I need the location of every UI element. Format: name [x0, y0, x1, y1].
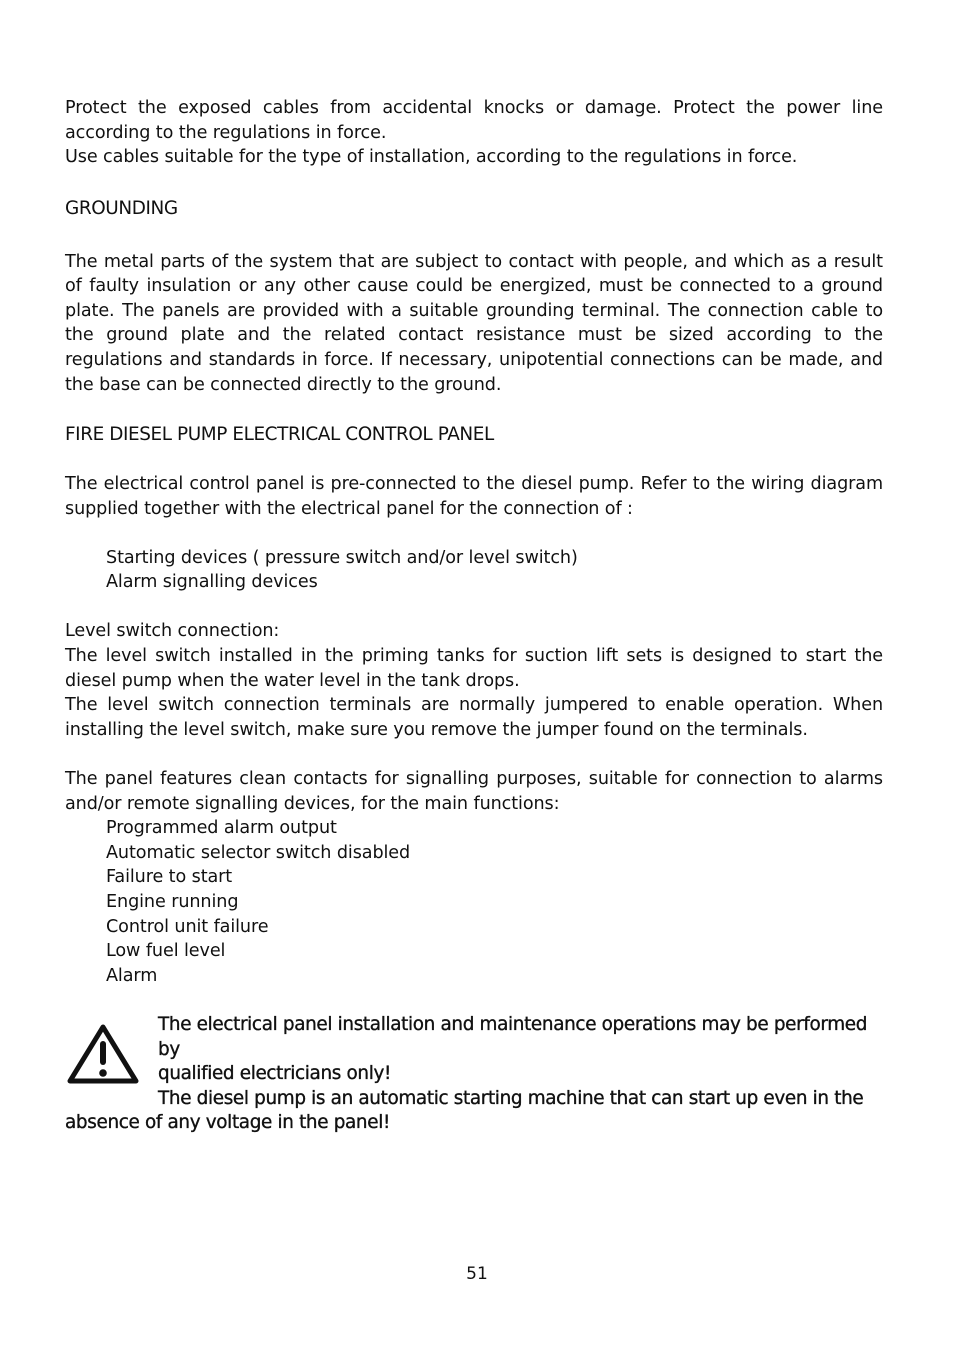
level-switch-paragraph-1: The level switch installed in the priming tanks for suction lift sets is designed to start the diesel pump when the water level in the tank drops.	[65, 646, 883, 691]
warning-text-line: The diesel pump is an automatic starting machine that can start up even in the	[158, 1087, 864, 1109]
document-page	[65, 96, 883, 1136]
level-switch-title: Level switch connection:	[65, 621, 280, 642]
warning-block	[65, 1013, 883, 1136]
list-item: Failure to start	[106, 867, 233, 888]
warning-text-line: absence of any voltage in the panel!	[65, 1112, 390, 1134]
level-switch-paragraph-2: The level switch connection terminals are normally jumpered to enable operation. When installing the level switch, make sure you remove the jumper found on the terminals.	[65, 695, 883, 740]
warning-text-line: qualified electricians only!	[158, 1063, 392, 1085]
list-item: Automatic selector switch disabled	[106, 842, 411, 863]
connection-list	[65, 546, 883, 595]
list-item: Alarm signalling devices	[106, 572, 318, 593]
intro-paragraph-1: Protect the exposed cables from accidental knocks or damage. Protect the power line according to the regulations in force.	[65, 98, 883, 143]
list-item: Engine running	[106, 892, 239, 912]
grounding-paragraph: The metal parts of the system that are subject to contact with people, and which as a result of faulty insulation or any other cause could be energized, must be connected to a ground plate. The panels are provided with a suitable grounding terminal. The connection cable to the ground plate and the related contact resistance must be sized according to the regulations and standards in force. If necessary, unipotential connections can be made, and the base can be connected directly to the ground.	[65, 251, 883, 395]
list-item: Control unit failure	[106, 916, 269, 937]
function-list	[65, 816, 883, 988]
list-item: Programmed alarm output	[106, 818, 337, 839]
list-item: Alarm	[106, 965, 158, 986]
warning-text-line: The electrical panel installation and maintenance operations may be performed by	[158, 1013, 868, 1060]
control-panel-heading: FIRE DIESEL PUMP ELECTRICAL CONTROL PANEL	[65, 423, 494, 445]
grounding-heading: GROUNDING	[65, 198, 178, 220]
warning-triangle-icon	[67, 1023, 139, 1085]
control-panel-intro: The electrical control panel is pre-connected to the diesel pump. Refer to the wiring diagram supplied together with the electrical panel for the connection of :	[65, 473, 883, 519]
page-number: 51	[466, 1264, 488, 1284]
intro-paragraph-2: Use cables suitable for the type of installation, according to the regulations in force.	[65, 147, 798, 168]
contacts-intro: The panel features clean contacts for signalling purposes, suitable for connection to alarms and/or remote signalling devices, for the main functions:	[65, 769, 883, 814]
list-item: Low fuel level	[106, 941, 226, 962]
list-item: Starting devices ( pressure switch and/or level switch)	[106, 547, 578, 568]
